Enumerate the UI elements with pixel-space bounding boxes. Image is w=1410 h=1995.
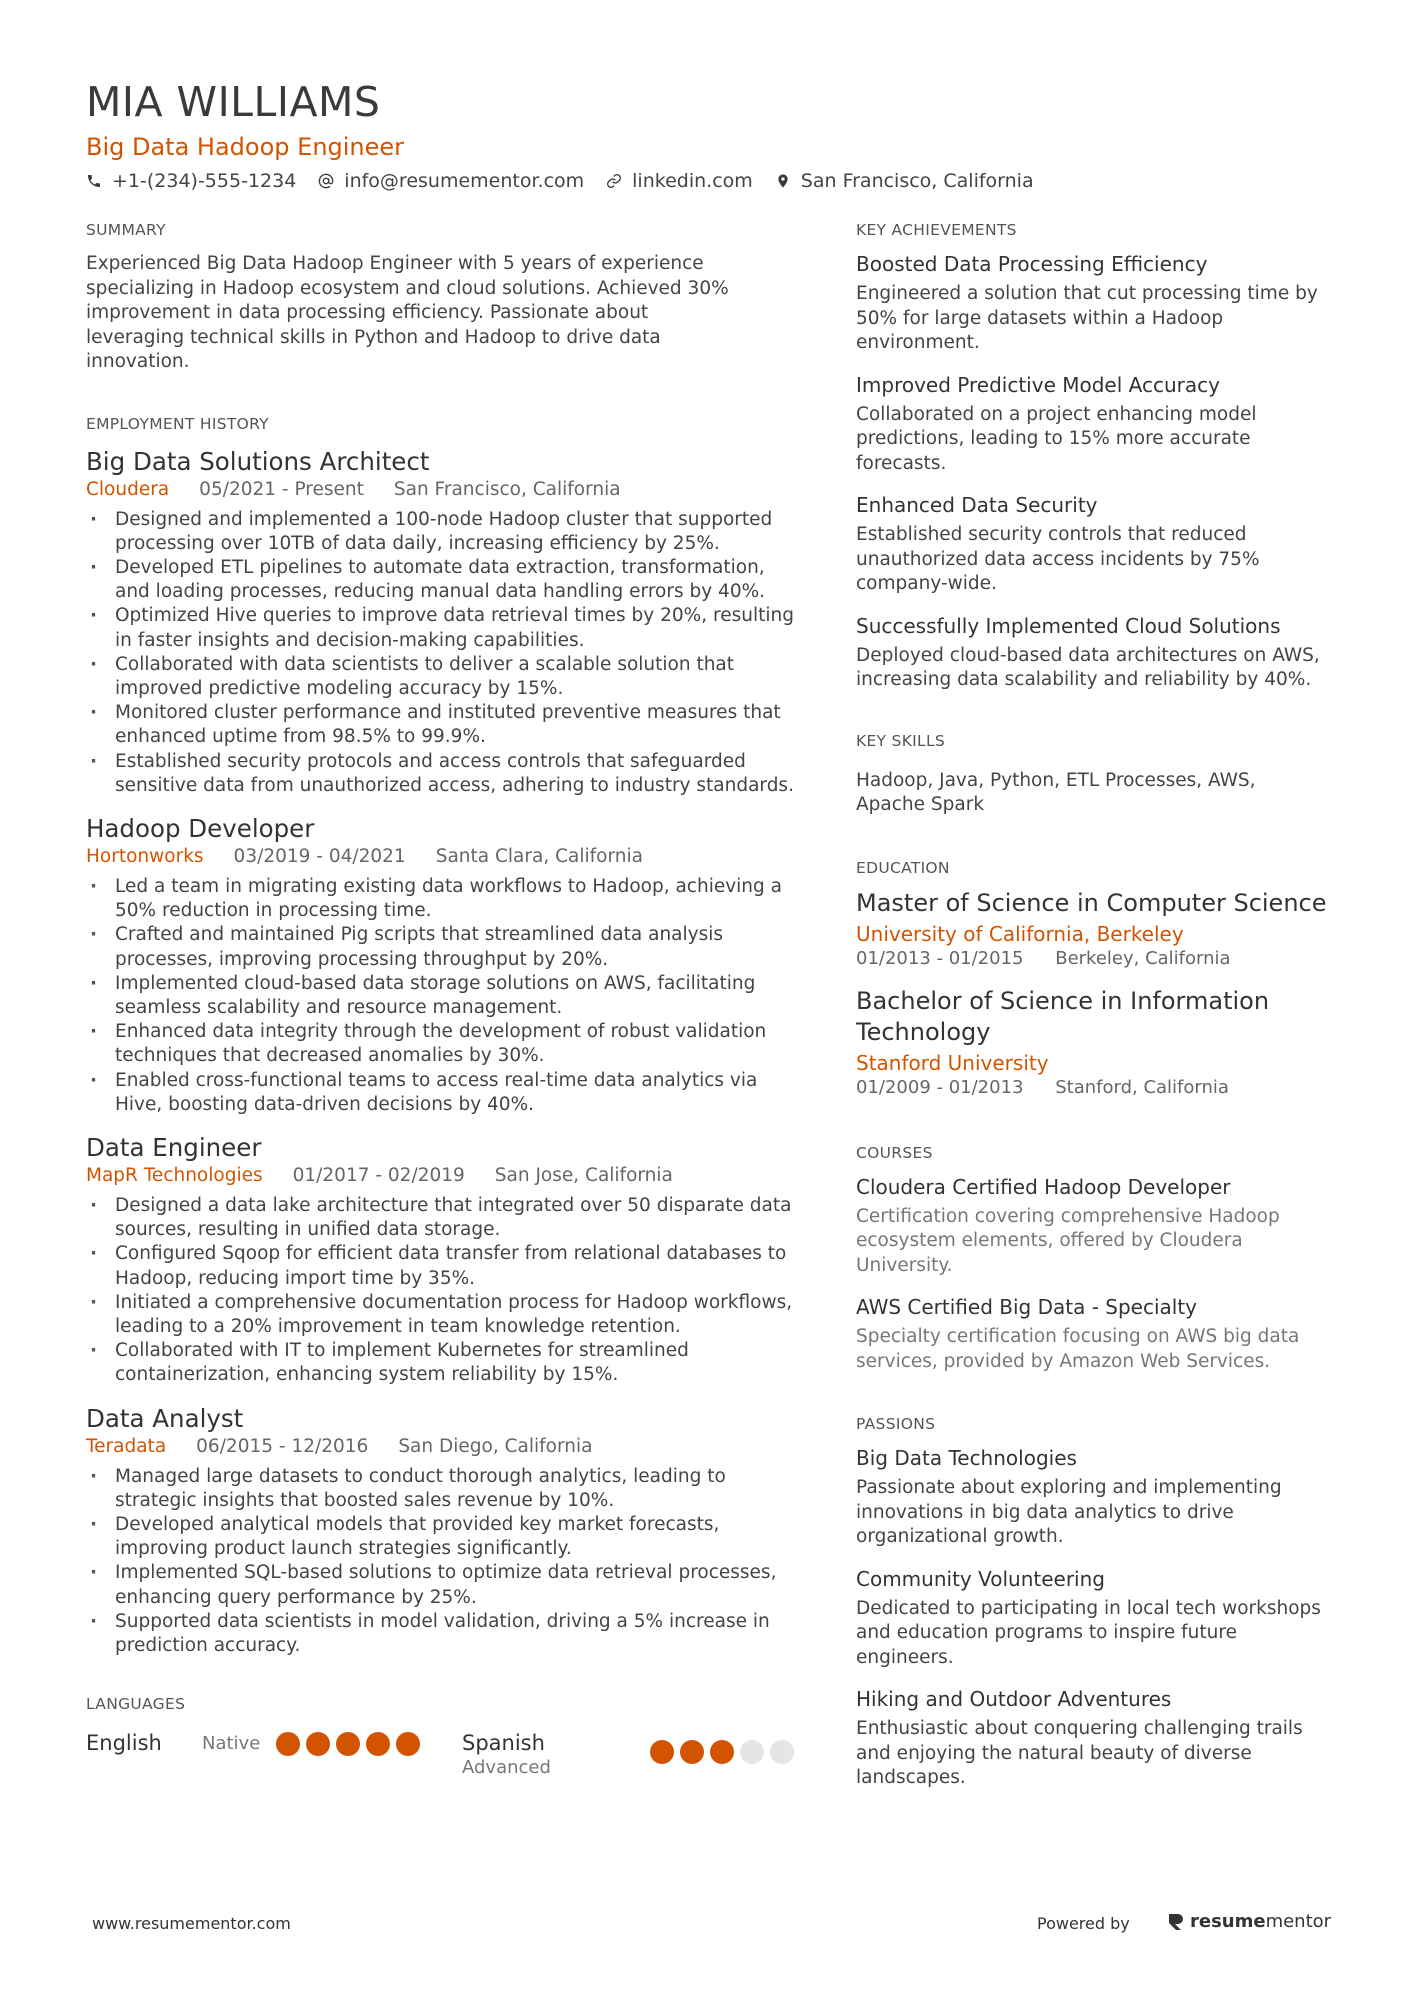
education-meta (856, 947, 1336, 970)
achievement-item (856, 492, 1336, 597)
course-text: Specialty certification focusing on AWS big data services, provided by Amazon Web Services. (856, 1326, 1300, 1372)
achievement-item (856, 372, 1336, 477)
passion-item (856, 1686, 1336, 1791)
job-bullet: · Designed and implemented a 100-node Hadoop cluster that supported processing over 10TB of data daily, increasing efficiency by 25%. (86, 508, 800, 556)
education-dates: 01/2009 - 01/2013 (856, 1076, 1024, 1098)
email-text: info@resumementor.com (344, 170, 585, 192)
job-bullets (86, 508, 800, 798)
achievement-text: Engineered a solution that cut processing time by 50% for large datasets within a Hadoop environment. (856, 283, 1318, 353)
courses-heading: COURSES (856, 1143, 933, 1162)
education-degree: Bachelor of Science in Information Technology (856, 986, 1270, 1046)
job-bullets (86, 1194, 800, 1388)
achievement-item (856, 613, 1336, 693)
contact-phone[interactable] (86, 168, 296, 194)
education-degree: Master of Science in Computer Science (856, 888, 1327, 917)
language-name: Spanish (462, 1731, 545, 1756)
job-entry (86, 1133, 800, 1388)
contact-email[interactable] (318, 168, 584, 194)
resume-header (86, 78, 1326, 194)
brand-light-text: mentor (1265, 1911, 1332, 1932)
candidate-name: MIA WILLIAMS (86, 78, 381, 126)
job-bullet: · Developed analytical models that provided key market forecasts, improving product launch strategies significantly. (86, 1513, 800, 1561)
skills-section (856, 731, 1336, 818)
language-rating (650, 1740, 800, 1764)
course-text: Certification covering comprehensive Hadoop ecosystem elements, offered by Cloudera University. (856, 1205, 1280, 1276)
rating-dot-filled (710, 1740, 734, 1764)
phone-text: +1-(234)-555-1234 (112, 170, 297, 192)
job-entry (86, 1404, 800, 1659)
resumementor-logo-icon (1166, 1912, 1186, 1932)
page-footer (0, 1906, 1410, 1946)
skills-text: Hadoop, Java, Python, ETL Processes, AWS, Apache Spark (856, 769, 1256, 815)
job-meta (86, 845, 800, 869)
achievement-title: Improved Predictive Model Accuracy (856, 372, 1220, 397)
job-location: Santa Clara, California (435, 845, 643, 867)
rating-dot-filled (366, 1732, 390, 1756)
contact-linkedin[interactable] (606, 168, 753, 194)
education-school: University of California, Berkeley (856, 921, 1184, 946)
job-dates: 05/2021 - Present (199, 478, 364, 500)
job-dates: 06/2015 - 12/2016 (196, 1435, 369, 1457)
languages-section (86, 1694, 800, 1780)
rating-dot-filled (650, 1740, 674, 1764)
brand-bold-text: resume (1190, 1911, 1266, 1932)
job-entry (86, 814, 800, 1117)
course-item (856, 1294, 1336, 1374)
job-bullet: · Supported data scientists in model validation, driving a 5% increase in prediction accuracy. (86, 1610, 800, 1658)
job-bullets (86, 875, 800, 1117)
passion-text: Dedicated to participating in local tech workshops and education programs to inspire future engineers. (856, 1597, 1321, 1668)
contact-location (775, 168, 1034, 194)
rating-dot-filled (306, 1732, 330, 1756)
linkedin-text: linkedin.com (632, 170, 753, 192)
achievement-text: Collaborated on a project enhancing model predictions, leading to 15% more accurate forecasts. (856, 403, 1257, 474)
language-level: Native (202, 1733, 261, 1755)
powered-by-label: Powered by (1037, 1914, 1130, 1933)
job-company: MapR Technologies (86, 1164, 263, 1186)
passion-text: Enthusiastic about conquering challenging trails and enjoying the natural beauty of diverse landscapes. (856, 1718, 1303, 1788)
employment-heading: EMPLOYMENT HISTORY (86, 414, 269, 433)
languages-heading: LANGUAGES (86, 1695, 186, 1714)
job-company: Cloudera (86, 478, 170, 500)
job-bullets (86, 1465, 800, 1659)
achievements-heading: KEY ACHIEVEMENTS (856, 221, 1017, 239)
footer-url-link[interactable]: www.resumementor.com (92, 1914, 291, 1933)
passion-text: Passionate about exploring and implementing innovations in big data analytics to drive organizational growth. (856, 1477, 1282, 1547)
left-column (86, 220, 800, 1780)
job-dates: 03/2019 - 04/2021 (233, 845, 406, 867)
job-bullet: · Managed large datasets to conduct thorough analytics, leading to strategic insights that boosted sales revenue by 10%. (86, 1465, 800, 1513)
rating-dot-filled (276, 1732, 300, 1756)
job-meta (86, 478, 800, 502)
location-text: San Francisco, California (800, 170, 1034, 192)
passion-item (856, 1566, 1336, 1671)
job-dates: 01/2017 - 02/2019 (292, 1164, 465, 1186)
achievement-title: Enhanced Data Security (856, 493, 1098, 517)
candidate-title: Big Data Hadoop Engineer (86, 133, 405, 161)
course-title: AWS Certified Big Data - Specialty (856, 1295, 1198, 1319)
education-item (856, 986, 1336, 1099)
job-bullet: · Collaborated with data scientists to deliver a scalable solution that improved predictive modeling accuracy by 15%. (86, 653, 800, 701)
job-company: Teradata (86, 1435, 167, 1457)
achievement-title: Successfully Implemented Cloud Solutions (856, 613, 1281, 638)
rating-dot-filled (680, 1740, 704, 1764)
phone-icon (86, 173, 102, 189)
education-meta (856, 1076, 1336, 1099)
achievement-title: Boosted Data Processing Efficiency (856, 252, 1208, 276)
job-bullet: · Optimized Hive queries to improve data retrieval times by 20%, resulting in faster insights and decision-making capabilities. (86, 604, 800, 652)
job-bullet: · Developed ETL pipelines to automate data extraction, transformation, and loading processes, reducing manual data handling errors by 40%. (86, 556, 800, 604)
employment-section (86, 414, 800, 1659)
rating-dot-empty (740, 1740, 764, 1764)
job-bullet: · Established security protocols and access controls that safeguarded sensitive data from unauthorized access, adhering to industry standards. (86, 750, 800, 798)
job-location: San Francisco, California (393, 478, 621, 500)
summary-text: Experienced Big Data Hadoop Engineer with 5 years of experience specializing in Hadoop ecosystem and cloud solutions. Achieved 30% improvement in data processing efficiency. Passionate about leveraging technical skills in Python and Hadoop to drive data innovation. (86, 253, 729, 372)
passion-title: Big Data Technologies (856, 1446, 1077, 1470)
rating-dot-empty (770, 1740, 794, 1764)
course-title: Cloudera Certified Hadoop Developer (856, 1174, 1231, 1199)
job-title: Big Data Solutions Architect (86, 446, 430, 476)
job-bullet: · Monitored cluster performance and instituted preventive measures that enhanced uptime from 98.5% to 99.9%. (86, 701, 800, 749)
job-title: Data Engineer (86, 1132, 262, 1162)
rating-dot-filled (336, 1732, 360, 1756)
achievement-item (856, 251, 1336, 356)
language-name: English (86, 1731, 162, 1756)
education-heading: EDUCATION (856, 858, 950, 877)
job-meta (86, 1435, 800, 1459)
education-section (856, 858, 1336, 1099)
passion-title: Hiking and Outdoor Adventures (856, 1687, 1172, 1711)
skills-heading: KEY SKILLS (856, 731, 946, 750)
job-bullet: · Enabled cross-functional teams to access real-time data analytics via Hive, boosting data-driven decisions by 40%. (86, 1069, 800, 1117)
job-title: Data Analyst (86, 1403, 244, 1433)
summary-heading: SUMMARY (86, 221, 166, 239)
passions-section (856, 1414, 1336, 1791)
achievements-section (856, 220, 1336, 693)
job-bullet: · Designed a data lake architecture that integrated over 50 disparate data sources, resulting in unified data storage. (86, 1194, 800, 1242)
job-entry (86, 447, 800, 798)
education-school: Stanford University (856, 1050, 1049, 1075)
achievement-text: Deployed cloud-based data architectures on AWS, increasing data scalability and reliability by 40%. (856, 644, 1320, 690)
at-icon (318, 173, 334, 189)
job-bullet: · Implemented SQL-based solutions to optimize data retrieval processes, enhancing query performance by 25%. (86, 1561, 800, 1609)
job-bullet: · Led a team in migrating existing data workflows to Hadoop, achieving a 50% reduction in processing time. (86, 875, 800, 923)
education-item (856, 888, 1336, 970)
location-pin-icon (775, 173, 791, 189)
education-location: Stanford, California (1055, 1076, 1229, 1098)
rating-dot-filled (396, 1732, 420, 1756)
link-icon (606, 173, 622, 189)
contact-row (86, 168, 1326, 194)
courses-section (856, 1143, 1336, 1375)
job-bullet: · Collaborated with IT to implement Kubernetes for streamlined containerization, enhancing system reliability by 15%. (86, 1339, 800, 1387)
language-item (462, 1730, 800, 1780)
job-bullet: · Implemented cloud-based data storage solutions on AWS, facilitating seamless scalability and resource management. (86, 972, 800, 1020)
passions-heading: PASSIONS (856, 1415, 936, 1433)
job-bullet: · Initiated a comprehensive documentation process for Hadoop workflows, leading to a 20% improvement in team knowledge retention. (86, 1291, 800, 1339)
job-location: San Jose, California (494, 1164, 673, 1186)
job-meta (86, 1164, 800, 1188)
job-bullet: · Configured Sqoop for efficient data transfer from relational databases to Hadoop, reducing import time by 35%. (86, 1242, 800, 1290)
education-dates: 01/2013 - 01/2015 (856, 947, 1024, 969)
job-company: Hortonworks (86, 845, 204, 867)
brand-logo[interactable] (1166, 1911, 1331, 1932)
language-item (86, 1730, 462, 1756)
education-location: Berkeley, California (1055, 947, 1231, 969)
passion-title: Community Volunteering (856, 1566, 1105, 1591)
job-bullet: · Enhanced data integrity through the development of robust validation techniques that decreased anomalies by 30%. (86, 1020, 800, 1068)
language-rating (276, 1732, 426, 1756)
job-bullet: · Crafted and maintained Pig scripts that streamlined data analysis processes, improving processing throughput by 20%. (86, 923, 800, 971)
passion-item (856, 1445, 1336, 1550)
job-location: San Diego, California (398, 1435, 593, 1457)
language-level: Advanced (462, 1757, 551, 1779)
job-title: Hadoop Developer (86, 813, 315, 843)
achievement-text: Established security controls that reduced unauthorized data access incidents by 75% company-wide. (856, 524, 1260, 594)
course-item (856, 1174, 1336, 1279)
summary-section (86, 220, 800, 375)
languages-list (86, 1730, 800, 1780)
right-column (856, 220, 1336, 1791)
